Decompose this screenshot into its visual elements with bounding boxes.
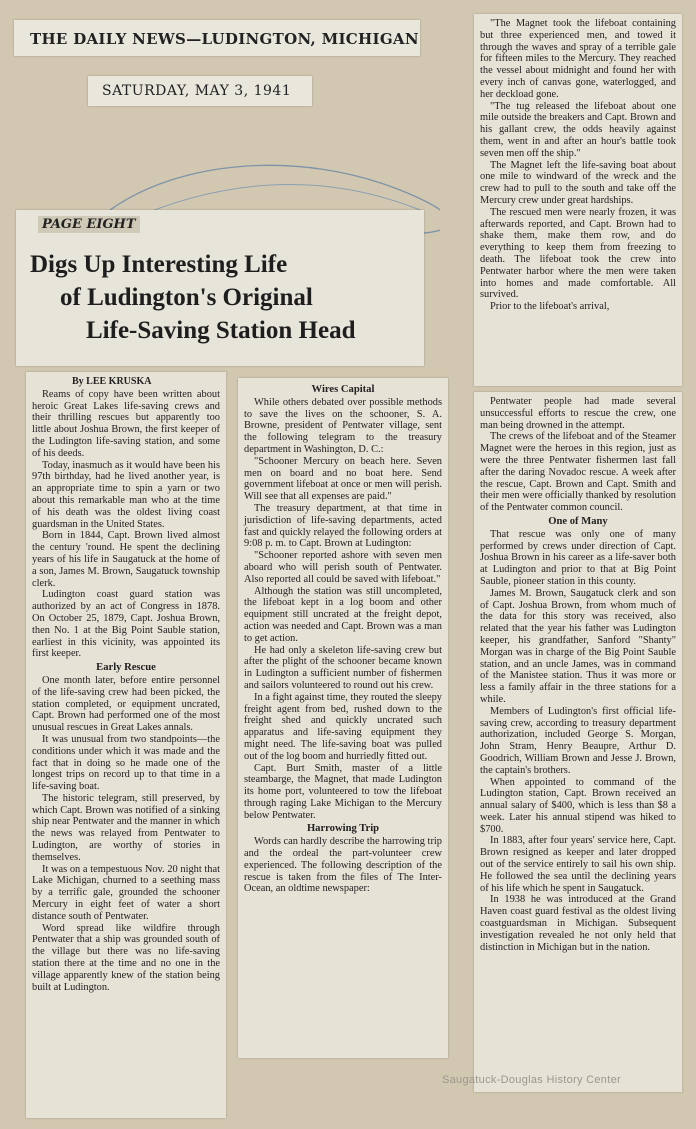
paragraph: The treasury department, at that time in jurisdiction of life-saving departments, acted fast and quickly relayed the following orders at 9:08 p. m. to Capt. Brown at Ludington:	[244, 502, 442, 550]
headline-line-1: Digs Up Interesting Life	[30, 251, 288, 278]
paragraph: "The tug released the lifeboat about one mile outside the breakers and Capt. Brown and his gallant crew, the odds heavily against them, went in and after an hour's battle took seven men off the ship."	[480, 100, 676, 159]
paragraph: The crews of the lifeboat and of the Steamer Magnet were the heroes in this region, just as were the three Pentwater fishermen last fall after the daring Novadoc rescue. A week after the rescue, Capt. Brown and Capt. Smith and their men were officially thanked by resolution of the Pentwater common council.	[480, 431, 676, 514]
article-column-1	[26, 372, 226, 1118]
headline	[26, 248, 418, 347]
paragraph: While others debated over possible methods to save the lives on the schooner, S. A. Browne, president of Pentwater village, sent the following telegram to the treasury department in Washington, D. C.:	[244, 396, 442, 455]
paragraph: "Schooner Mercury on beach here. Seven men on board and no boat here. Send government lifeboat at once or men will perish. Will see that all expenses are paid."	[244, 455, 442, 503]
paragraph: Capt. Burt Smith, master of a little steambarge, the Magnet, that made Ludington its home port, volunteered to tow the lifeboat through raging Lake Michigan to the Mercury below Pentwater.	[244, 762, 442, 821]
headline-line-2: of Ludington's Original	[60, 284, 313, 311]
paragraph: One month later, before entire personnel of the life-saving crew had been picked, the station completed, or equipment uncrated, Capt. Brown had performed one of the most unusual rescues in Great Lakes annals.	[32, 674, 220, 734]
paragraph: It was on a tempestuous Nov. 20 night that Lake Michigan, churned to a seething mass by a terrific gale, grounded the schooner Mercury in eight feet of water a short distance south of Pentwater.	[32, 863, 220, 922]
subheading-one-of-many: One of Many	[548, 515, 608, 527]
paragraph: Members of Ludington's first official life-saving crew, according to treasury department authorization, included George S. Morgan, John Stram, Henry Beaupre, Arthur D. Goodrich, William Brown and Jesse J. Brown, the captain's brothers.	[480, 705, 676, 776]
paragraph: James M. Brown, Saugatuck clerk and son of Capt. Joshua Brown, from whom much of the data for this story was received, also related that the year his father was Ludington keeper, his grandfather, Sanford "Shanty" Morgan was in charge of the Big Point Sauble station, and an uncle James, was in command of the Manistee station. Thus it was more or less a family affair in the three stations for a while.	[480, 587, 676, 705]
paragraph: Words can hardly describe the harrowing trip and the ordeal the part-volunteer crew experienced. The following description of the rescue is taken from the files of The Inter-Ocean, an oldtime newspaper:	[244, 836, 442, 895]
paragraph: The Magnet left the life-saving boat about one mile to windward of the wreck and the crew had to pull to the south and take off the Mercury crew under great hardships.	[480, 159, 676, 206]
paragraph: Ludington coast guard station was authorized by an act of Congress in 1878. On October 25, 1879, Capt. Joshua Brown, then No. 1 at the Big Point Sauble station, earliest in this vicinity, was appointed its first keeper.	[32, 589, 220, 660]
paragraph: In 1938 he was introduced at the Grand Haven coast guard festival as the oldest living coastguardsman in Michigan. Subsequent investigation revealed he not only held that distinction in Michigan but in the nation.	[480, 894, 676, 953]
article-column-2	[238, 378, 448, 1058]
paragraph: It was unusual from two standpoints—the conditions under which it was made and the fact that in doing so he made one of the longest trips on record up to that time in a life-saving boat.	[32, 733, 220, 793]
masthead-clipping	[14, 20, 420, 56]
article-column-3-bottom	[474, 392, 682, 1092]
date-line: SATURDAY, MAY 3, 1941	[102, 83, 292, 99]
watermark: Saugatuck-Douglas History Center	[442, 1074, 621, 1086]
paragraph: In 1883, after four years' service here, Capt. Brown resigned as keeper and later dropped out of the service entirely to sail his own ship. He followed the sea until the declining years of his life which he spent in Saugatuck.	[480, 835, 676, 894]
subheading-wires-capital: Wires Capital	[311, 384, 375, 395]
paragraph: That rescue was only one of many performed by crews under direction of Capt. Joshua Brown in his career as a life-saver both at Ludington and prior to that at Big Point Sauble, pioneer station in this county.	[480, 528, 676, 587]
paragraph: "Schooner reported ashore with seven men aboard who will perish south of Pentwater. Also reported all could be saved with lifeboat."	[244, 550, 442, 585]
paragraph: Today, inasmuch as it would have been his 97th birthday, had he lived another year, is an appropriate time to spin a yarn or two about this remarkable man who at the time of his death was the oldest living coast guardsman in the United States.	[32, 459, 220, 530]
paragraph: Reams of copy have been written about heroic Great Lakes life-saving crews and their thrilling rescues but apparently too little about Joshua Brown, the first keeper of the Ludington life-saving station, and some of his deeds.	[32, 388, 220, 459]
paragraph: Prior to the lifeboat's arrival,	[490, 301, 610, 313]
byline: By LEE KRUSKA	[72, 376, 152, 387]
paragraph: "The Magnet took the lifeboat containing but three experienced men, and towed it through the waves and spray of a terrible gale for fifteen miles to the Mercury. They reached the vessel about midnight and found her with every inch of canvas gone, waterlogged, and her deckload gone.	[480, 18, 676, 100]
paragraph: Word spread like wildfire through Pentwater that a ship was grounded south of the village but there was no life-saving station there at the time and no one in the village apparently knew of the station being built at Ludington.	[32, 922, 220, 993]
article-column-3-top	[474, 14, 682, 386]
paragraph: He had only a skeleton life-saving crew but after the plight of the schooner became known in Ludington a sufficient number of fishermen and sailors volunteered to round out his crew.	[244, 644, 442, 691]
masthead: THE DAILY NEWS—LUDINGTON, MICHIGAN	[30, 30, 419, 48]
paragraph: In a fight against time, they routed the sleepy freight agent from bed, rushed down to the freight shed and quickly uncrated such apparatus and life-saving equipment they might need. The life-saving boat was pulled out of the log boom and hurriedly fitted out.	[244, 691, 442, 762]
paragraph: The rescued men were nearly frozen, it was afterwards reported, and Capt. Brown had to shake them, make them row, and do everything to keep them from freezing to death. The lifeboat took the crew into Pentwater harbor where the men were taken into homes and made comfortable. All survived.	[480, 206, 676, 301]
headline-clipping	[16, 210, 424, 366]
headline-line-3: Life-Saving Station Head	[86, 317, 356, 344]
paragraph: Born in 1844, Capt. Brown lived almost the century 'round. He spent the declining years of his life in Saugatuck at the home of a son, James M. Brown, Saugatuck township clerk.	[32, 530, 220, 589]
paragraph: Although the station was still uncompleted, the lifeboat kept in a log boom and other equipment still uncrated at the freight depot, action was needed and Capt. Brown was a man to get action.	[244, 585, 442, 644]
page-label: PAGE EIGHT	[38, 216, 140, 233]
paragraph: Pentwater people had made several unsuccessful efforts to rescue the crew, one man being drowned in the attempt.	[480, 396, 676, 431]
subheading-early-rescue: Early Rescue	[96, 662, 156, 674]
paragraph: When appointed to command of the Ludington station, Capt. Brown received an annual salary of $400, which is less than $8 a week. Later his annual stipend was hiked to $700.	[480, 776, 676, 835]
paragraph: The historic telegram, still preserved, by which Capt. Brown was notified of a sinking ship near Pentwater and the manner in which the news was relayed from Pentwater to Ludington, are worthy of stories in themselves.	[32, 792, 220, 863]
subheading-harrowing-trip: Harrowing Trip	[306, 823, 380, 835]
date-clipping	[88, 76, 312, 106]
